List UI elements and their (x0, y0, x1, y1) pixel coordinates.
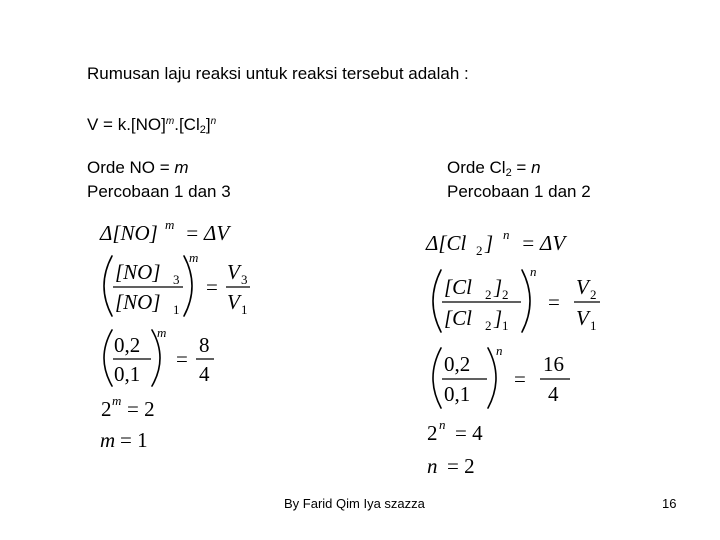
order-cl2-var: n (531, 158, 541, 177)
left-eq3-open-paren (104, 330, 112, 386)
order-cl2-eq: = (511, 158, 532, 177)
left-eq2-num: [NO] (115, 260, 161, 284)
right-eq2-den-sub: 2 (485, 318, 492, 333)
right-eq2-rhs-den: V (576, 306, 589, 330)
left-eq3-rhs-num: 8 (199, 333, 210, 357)
right-eq1-lhs-close: ] (485, 231, 494, 255)
right-eq1-exp: n (503, 227, 510, 242)
left-eq2-open-paren (104, 256, 112, 316)
right-eq2-num-sub: 2 (485, 287, 492, 302)
right-eq2-exp: n (530, 264, 537, 279)
right-experiment-label: Percobaan 1 dan 2 (447, 182, 591, 201)
left-eq2-close-paren (184, 256, 192, 316)
order-cl2-sub: 2 (505, 167, 512, 179)
rate-law-sub: 2 (199, 124, 206, 136)
right-eq4-exp: n (439, 417, 446, 432)
left-eq2-den-sub: 1 (173, 302, 180, 317)
right-eq3-rhs-den: 4 (548, 382, 559, 406)
right-eq3-num: 0,2 (444, 352, 471, 376)
left-eq5-var: m (100, 428, 116, 452)
rate-law-mid: .[Cl (174, 115, 200, 134)
right-eq1-lhs-sub: 2 (476, 243, 483, 258)
right-eq2-den-close: ] (494, 306, 503, 330)
left-eq4-base: 2 (101, 397, 112, 421)
right-eq2-num-sub2: 2 (502, 287, 509, 302)
left-eq5-rhs: = 1 (120, 428, 148, 452)
left-eq2-exp: m (189, 250, 199, 265)
rate-law-prefix: V = k.[NO] (87, 115, 166, 134)
left-eq2-rhs-den: V (227, 290, 240, 314)
left-eq2-rhs-num: V (227, 260, 240, 284)
right-eq2-rhs-den-sub: 1 (590, 318, 597, 333)
right-eq2-num-close: ] (494, 275, 503, 299)
order-no-text: Orde NO = (87, 158, 175, 177)
right-eq3-den: 0,1 (444, 382, 471, 406)
order-no-var: m (174, 158, 189, 177)
rate-law-close: ] (205, 115, 211, 134)
footer-credit: By Farid Qim Iya szazza (284, 496, 425, 511)
right-eq2-rhs-num-sub: 2 (590, 287, 597, 302)
right-eq2-equals: = (548, 290, 560, 314)
left-eq1-rhs: = ΔV (185, 221, 230, 245)
left-eq1-exp: m (165, 217, 175, 232)
left-eq2-equals: = (206, 275, 218, 299)
right-eq4-rhs: = 4 (455, 421, 483, 445)
slide-heading: Rumusan laju reaksi untuk reaksi tersebut adalah : (87, 64, 469, 83)
right-eq4-base: 2 (427, 421, 438, 445)
rate-law-exp-n: n (210, 116, 217, 127)
right-eq3-open-paren (433, 348, 441, 408)
left-eq3-rhs-den: 4 (199, 362, 210, 386)
right-eq2-den: [Cl (444, 306, 473, 330)
page-number: 16 (662, 496, 677, 511)
left-eq1-lhs: Δ[NO] (100, 221, 158, 245)
right-eq3-equals: = (514, 367, 526, 391)
left-eq2-num-sub: 3 (173, 272, 180, 287)
right-eq3-exp: n (496, 343, 503, 358)
left-eq4-exp: m (112, 393, 122, 408)
right-eq2-den-sub2: 1 (502, 318, 509, 333)
left-eq3-den: 0,1 (114, 362, 141, 386)
right-eq2-close-paren (522, 270, 530, 332)
right-eq5-var: n (427, 454, 438, 478)
right-eq1-rhs: = ΔV (521, 231, 566, 255)
right-eq5-rhs: = 2 (447, 454, 475, 478)
left-eq3-exp: m (157, 325, 167, 340)
right-eq3-rhs-num: 16 (543, 352, 564, 376)
right-eq2-rhs-num: V (576, 275, 589, 299)
right-eq1-lhs: Δ[Cl (426, 231, 467, 255)
left-eq2-rhs-den-sub: 1 (241, 302, 248, 317)
rate-law-exp-m: m (165, 116, 175, 127)
order-cl2-text: Orde Cl (447, 158, 506, 177)
left-eq3-num: 0,2 (114, 333, 141, 357)
left-eq4-rhs: = 2 (127, 397, 155, 421)
left-eq2-den: [NO] (115, 290, 161, 314)
left-eq3-equals: = (176, 347, 188, 371)
right-eq3-close-paren (488, 348, 496, 408)
right-eq2-open-paren (433, 270, 441, 332)
left-eq2-rhs-num-sub: 3 (241, 272, 248, 287)
left-experiment-label: Percobaan 1 dan 3 (87, 182, 231, 201)
right-eq2-num: [Cl (444, 275, 473, 299)
